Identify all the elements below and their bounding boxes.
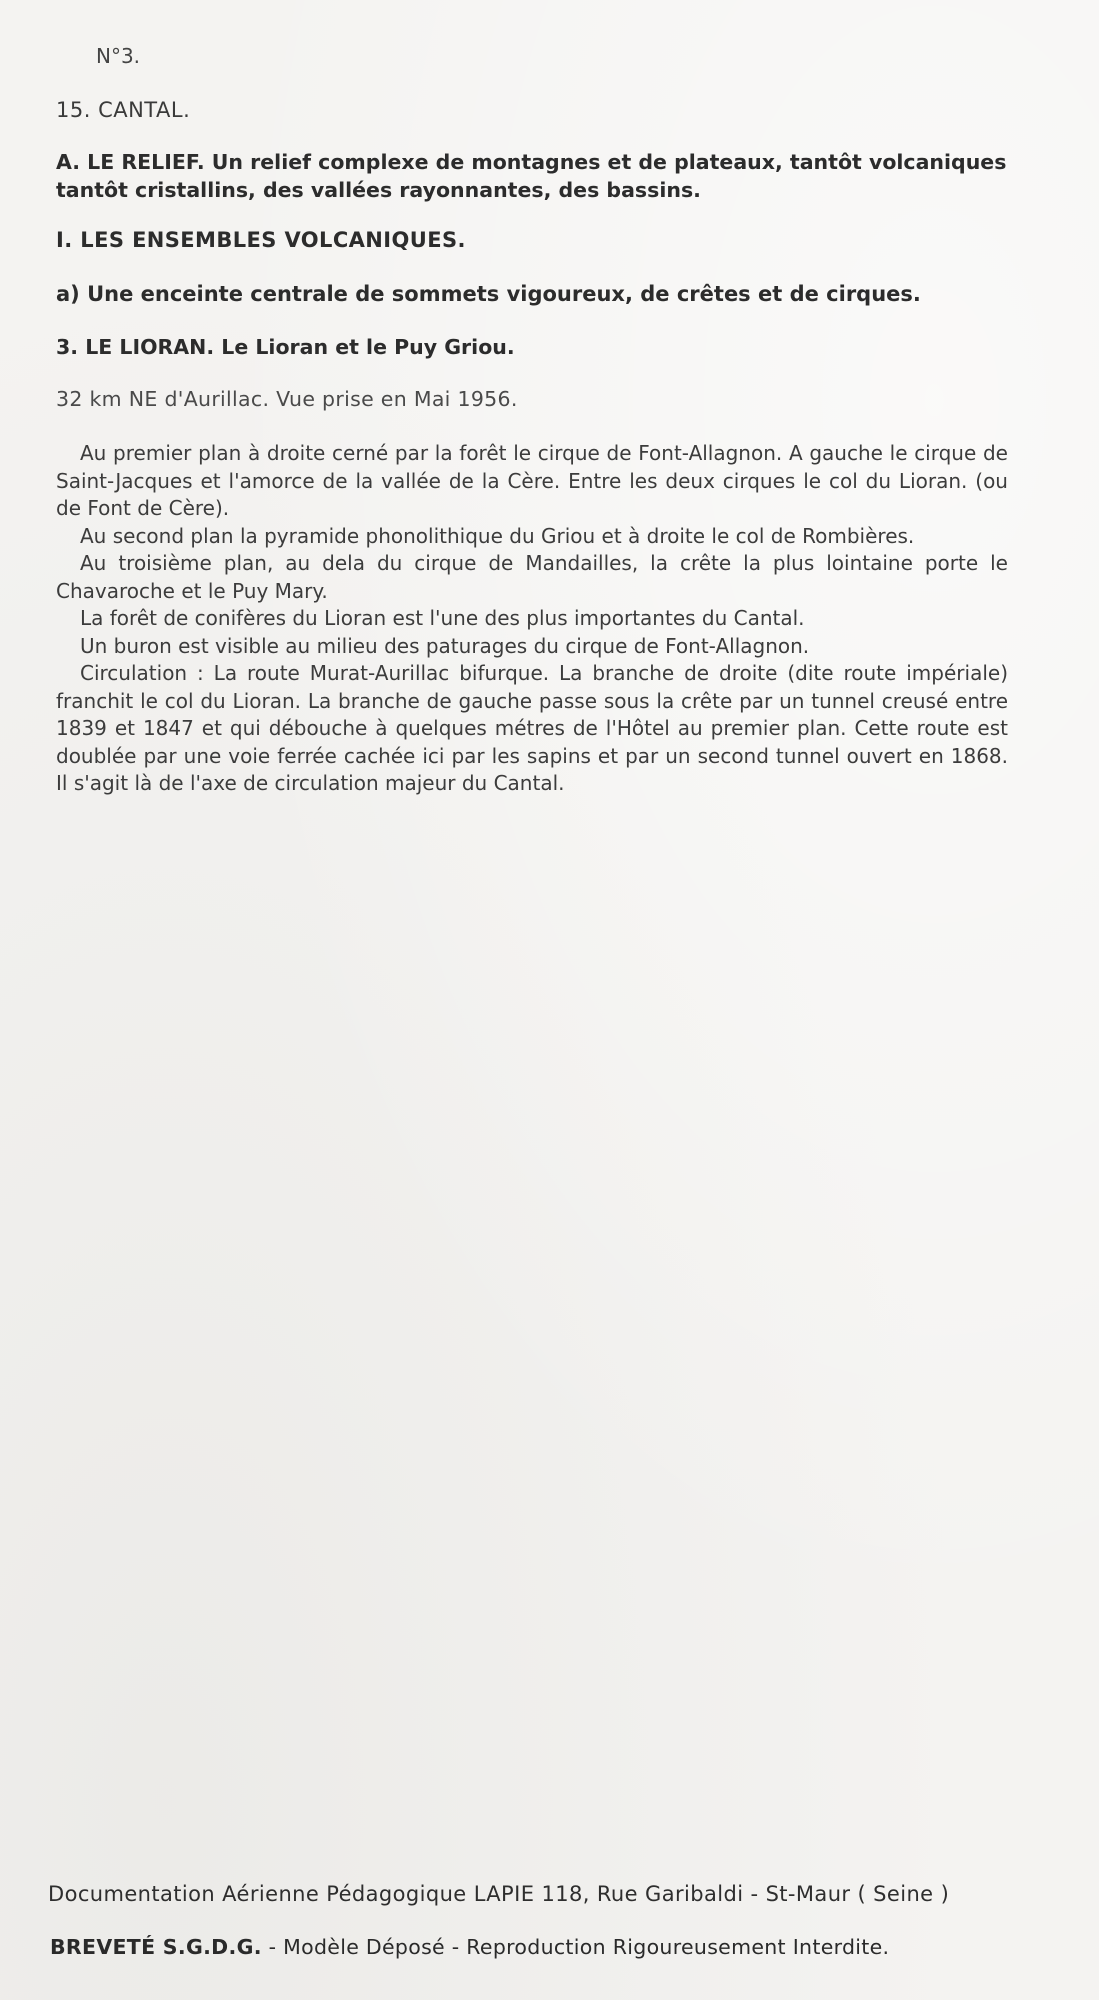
patent-label: BREVETÉ S.G.D.G. bbox=[50, 1935, 262, 1959]
site-heading bbox=[56, 335, 515, 359]
paragraph-second-plan: Au second plan la pyramide phonolithique du Griou et à droite le col de Rombières. bbox=[80, 523, 915, 548]
relief-text: Un relief complexe de montagnes et de plateaux, tantôt volcaniques tantôt cristallins, des vallées rayonnantes, des bassins. bbox=[56, 150, 1007, 202]
department-title: 15. CANTAL. bbox=[56, 98, 191, 122]
rights-text: - Modèle Déposé - Reproduction Rigoureusement Interdite. bbox=[268, 1935, 890, 1959]
plate-number: N°3. bbox=[96, 44, 141, 68]
site-title: Le Lioran et le Puy Griou. bbox=[221, 335, 515, 359]
rights-line bbox=[50, 1935, 889, 1959]
paragraph-forest: La forêt de conifères du Lioran est l'une des plus importantes du Cantal. bbox=[80, 606, 805, 630]
paragraph-buron: Un buron est visible au milieu des paturages du cirque de Font-Allagnon. bbox=[80, 633, 810, 658]
relief-heading bbox=[56, 148, 1016, 204]
location-line: 32 km NE d'Aurillac. Vue prise en Mai 1956. bbox=[56, 387, 518, 411]
paragraph-third-plan: Au troisième plan, au dela du cirque de Mandailles, la crête la plus lointaine porte le Chavaroche et le Puy Mary. bbox=[56, 551, 1008, 603]
subsection-heading: a) Une enceinte centrale de sommets vigoureux, de crêtes et de cirques. bbox=[56, 282, 921, 306]
site-label: 3. LE LIORAN. bbox=[56, 335, 215, 359]
section-heading: I. LES ENSEMBLES VOLCANIQUES. bbox=[56, 228, 466, 252]
paragraph-foreground: Au premier plan à droite cerné par la forêt le cirque de Font-Allagnon. A gauche le cirque de Saint-Jacques et l'amorce de la vallée de la Cère. Entre les deux cirques le col du Lioran. (ou de Font de Cère). bbox=[56, 441, 1008, 520]
relief-label: A. LE RELIEF. bbox=[56, 150, 205, 174]
paragraph-circulation: Circulation : La route Murat-Aurillac bifurque. La branche de droite (dite route impériale) franchit le col du Lioran. La branche de gauche passe sous la crête par un tunnel creusé entre 1839 et 1847 et qui débouche à quelques métres de l'Hôtel au premier plan. Cette route est doublée par une voie ferrée cachée ici par les sapins et par un second tunnel ouvert en 1868. Il s'agit là de l'axe de circulation majeur du Cantal. bbox=[56, 661, 1008, 795]
publisher-line: Documentation Aérienne Pédagogique LAPIE 118, Rue Garibaldi - St-Maur ( Seine ) bbox=[48, 1882, 950, 1906]
description-body bbox=[56, 440, 1008, 798]
